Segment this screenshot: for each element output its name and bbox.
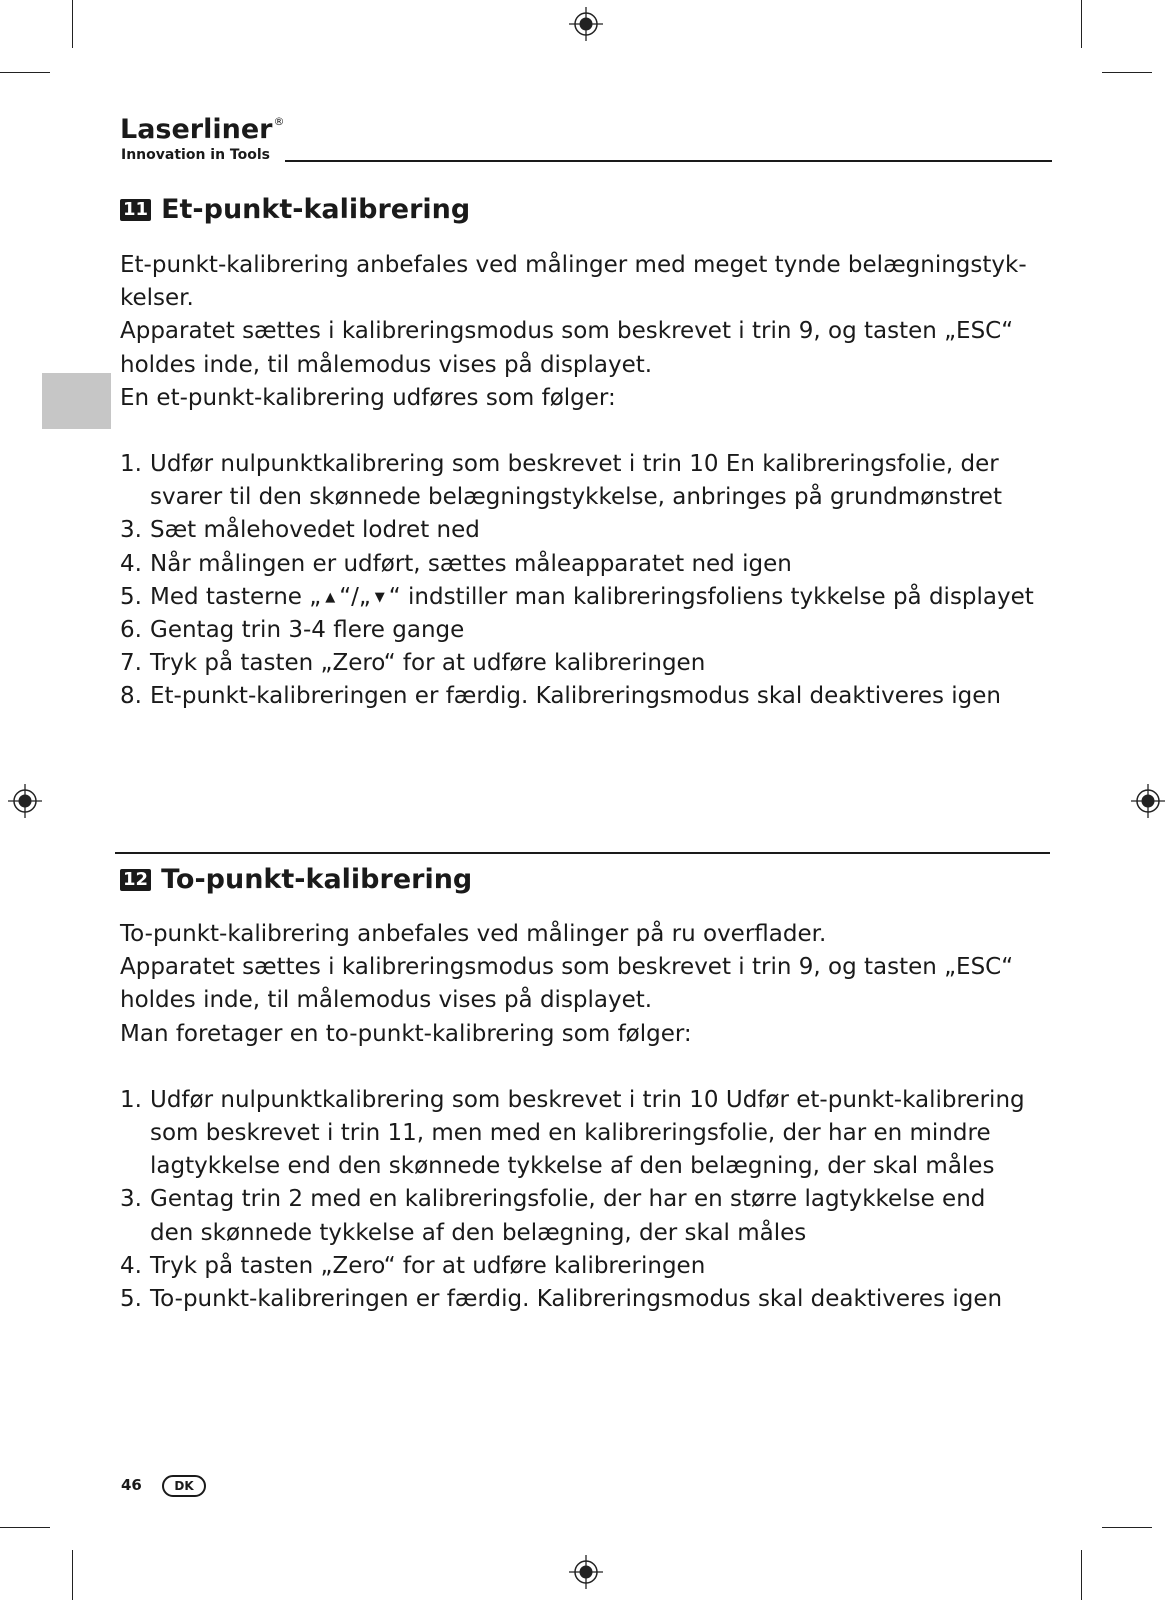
step-text: Sæt målehovedet lodret ned xyxy=(150,517,480,544)
step-text: lagtykkelse end den skønnede tykkelse af den belægning, der skal måles xyxy=(150,1153,995,1180)
step-text: svarer til den skønnede belægningstykkelse, anbringes på grundmønstret xyxy=(150,484,1002,511)
section-heading-11 xyxy=(120,196,470,223)
list-item xyxy=(120,1084,1060,1184)
brand-logo xyxy=(120,116,284,143)
page-number: 46 xyxy=(121,1476,142,1494)
section-12-body xyxy=(120,918,1060,1316)
intro-line: Man foretager en to-punkt-kalibrering som følger: xyxy=(120,1020,692,1047)
header-rule xyxy=(285,160,1052,162)
step-number: 6. xyxy=(120,617,142,644)
intro-line: holdes inde, til målemodus vises på displayet. xyxy=(120,351,653,378)
list-item xyxy=(120,514,1060,547)
step-number: 3. xyxy=(120,1186,142,1213)
chapter-tab xyxy=(42,373,111,429)
crop-mark xyxy=(72,1550,73,1600)
intro-line: kelser. xyxy=(120,285,194,312)
step-text: Når målingen er udført, sættes måleapparatet ned igen xyxy=(150,550,792,577)
list-item xyxy=(120,647,1060,680)
up-arrow-icon: ▲ xyxy=(325,589,336,605)
section-heading-12 xyxy=(120,866,472,893)
step-number: 7. xyxy=(120,650,142,677)
registered-mark: ® xyxy=(273,115,285,128)
crop-mark xyxy=(0,72,50,73)
list-item xyxy=(120,680,1060,713)
list-item xyxy=(120,448,1060,514)
crop-mark xyxy=(1081,1550,1082,1600)
step-text: Med tasterne „ xyxy=(150,583,322,610)
intro-line: Et-punkt-kalibrering anbefales ved målinger med meget tynde belægningstyk- xyxy=(120,252,1027,278)
list-item xyxy=(120,614,1060,647)
list-item xyxy=(120,581,1060,614)
step-text: som beskrevet i trin 11, men med en kalibreringsfolie, der har en mindre xyxy=(150,1120,991,1147)
down-arrow-icon: ▼ xyxy=(374,589,385,605)
brand-tagline: Innovation in Tools xyxy=(121,147,270,163)
brand-name: Laserliner xyxy=(120,114,273,145)
intro-line: holdes inde, til målemodus vises på displayet. xyxy=(120,987,653,1014)
list-item xyxy=(120,548,1060,581)
step-text: To-punkt-kalibreringen er færdig. Kalibreringsmodus skal deaktiveres igen xyxy=(150,1286,1003,1313)
step-text: Gentag trin 3-4 flere gange xyxy=(150,617,465,644)
intro-line: Apparatet sættes i kalibreringsmodus som beskrevet i trin 9, og tasten „ESC“ xyxy=(120,954,1014,981)
registration-mark-icon xyxy=(1131,784,1165,818)
step-text: Tryk på tasten „Zero“ for at udføre kalibreringen xyxy=(150,650,706,677)
list-item xyxy=(120,1250,1060,1283)
section-11-body xyxy=(120,249,1060,714)
section-title: Et-punkt-kalibrering xyxy=(161,194,471,225)
step-number: 1. xyxy=(120,1086,142,1113)
step-text: Udfør nulpunktkalibrering som beskrevet i trin 10 En kalibreringsfolie, der xyxy=(150,451,999,478)
section-number-badge: 11 xyxy=(120,199,151,221)
language-badge: DK xyxy=(162,1475,206,1497)
step-text: Gentag trin 2 med en kalibreringsfolie, der har en større lagtykkelse end xyxy=(150,1186,986,1213)
step-number: 8. xyxy=(120,683,142,710)
step-number: 1. xyxy=(120,451,142,478)
list-item xyxy=(120,1183,1060,1249)
crop-mark xyxy=(1102,72,1152,73)
intro-line: To-punkt-kalibrering anbefales ved målinger på ru overflader. xyxy=(120,921,827,947)
section-title: To-punkt-kalibrering xyxy=(161,864,473,895)
intro-line: Apparatet sættes i kalibreringsmodus som beskrevet i trin 9, og tasten „ESC“ xyxy=(120,318,1014,345)
crop-mark xyxy=(1081,0,1082,48)
step-text: Tryk på tasten „Zero“ for at udføre kalibreringen xyxy=(150,1252,706,1279)
crop-mark xyxy=(0,1527,50,1528)
section-number-badge: 12 xyxy=(120,869,151,891)
step-text: “ indstiller man kalibreringsfoliens tykkelse på displayet xyxy=(388,583,1034,610)
crop-mark xyxy=(72,0,73,48)
list-item xyxy=(120,1283,1060,1316)
step-text: den skønnede tykkelse af den belægning, der skal måles xyxy=(150,1219,807,1246)
step-text: “/„ xyxy=(339,583,371,610)
step-number: 5. xyxy=(120,1286,142,1313)
step-number: 4. xyxy=(120,550,142,577)
section-divider xyxy=(115,852,1050,854)
registration-mark-icon xyxy=(8,784,42,818)
registration-mark-icon xyxy=(569,7,603,41)
step-text: Udfør nulpunktkalibrering som beskrevet i trin 10 Udfør et-punkt-kalibrering xyxy=(150,1086,1025,1113)
step-number: 4. xyxy=(120,1252,142,1279)
intro-line: En et-punkt-kalibrering udføres som følger: xyxy=(120,384,616,411)
step-number: 3. xyxy=(120,517,142,544)
step-number: 5. xyxy=(120,583,142,610)
step-text: Et-punkt-kalibreringen er færdig. Kalibreringsmodus skal deaktiveres igen xyxy=(150,683,1001,710)
crop-mark xyxy=(1102,1527,1152,1528)
registration-mark-icon xyxy=(569,1555,603,1589)
